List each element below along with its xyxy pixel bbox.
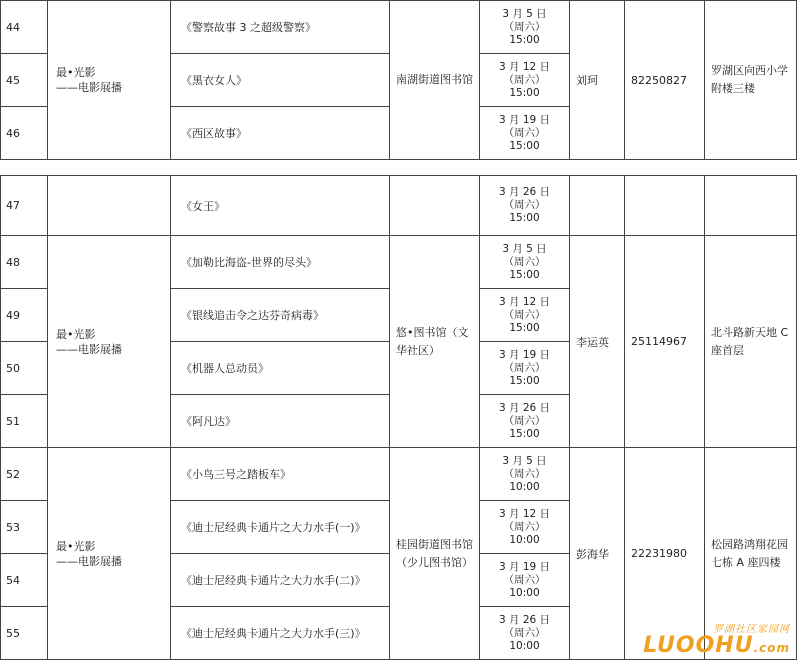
- screening-date: 3 月 12 日: [498, 60, 551, 73]
- film-title: 《迪士尼经典卡通片之大力水手(二)》: [171, 554, 390, 607]
- row-number: 55: [1, 607, 48, 660]
- screening-date: 3 月 5 日: [502, 242, 547, 255]
- screening-hour: 15:00: [509, 268, 540, 281]
- film-title: 《机器人总动员》: [171, 342, 390, 395]
- table-row: [1, 1, 797, 54]
- screening-date: 3 月 5 日: [502, 454, 547, 467]
- screening-weekday: （周六）: [503, 126, 546, 139]
- screening-time: [480, 501, 570, 554]
- screening-date: 3 月 5 日: [502, 7, 547, 20]
- screening-date: 3 月 19 日: [498, 348, 551, 361]
- screening-weekday: （周六）: [503, 573, 546, 586]
- screening-time: [480, 1, 570, 54]
- film-title: 《加勒比海盗-世界的尽头》: [171, 236, 390, 289]
- screening-weekday: （周六）: [503, 414, 546, 427]
- watermark-logo: [643, 635, 790, 659]
- contact-person: 刘珂: [570, 1, 625, 160]
- contact-person: 李运英: [570, 236, 625, 448]
- screening-hour: 10:00: [509, 480, 540, 493]
- film-title: 《小鸟三号之踏板车》: [171, 448, 390, 501]
- site-watermark: [643, 620, 790, 659]
- event-name: 最•光影: [56, 66, 96, 79]
- screening-date: 3 月 12 日: [498, 295, 551, 308]
- row-number: 48: [1, 236, 48, 289]
- screening-hour: 10:00: [509, 639, 540, 652]
- address: 北斗路新天地 C 座首层: [705, 236, 797, 448]
- screening-hour: 15:00: [509, 212, 540, 224]
- row-number: 49: [1, 289, 48, 342]
- film-title: 《黑衣女人》: [171, 54, 390, 107]
- screening-date: 3 月 26 日: [498, 401, 551, 414]
- table-row: [1, 448, 797, 501]
- schedule-table-bottom: [0, 175, 797, 660]
- screening-time: [480, 176, 570, 236]
- venue: 桂园街道图书馆（少儿图书馆）: [390, 448, 480, 660]
- screening-weekday: （周六）: [503, 520, 546, 533]
- event-subtitle: ——电影展播: [56, 342, 122, 356]
- event-name-cell: [48, 448, 171, 660]
- phone-empty: [625, 176, 705, 236]
- screening-time: [480, 289, 570, 342]
- address: 罗湖区向西小学附楼三楼: [705, 1, 797, 160]
- screening-hour: 15:00: [509, 427, 540, 440]
- contact-phone: 25114967: [625, 236, 705, 448]
- row-number: 46: [1, 107, 48, 160]
- film-title: 《阿凡达》: [171, 395, 390, 448]
- screening-weekday: （周六）: [503, 73, 546, 86]
- film-title: 《西区故事》: [171, 107, 390, 160]
- screening-weekday: （周六）: [503, 361, 546, 374]
- row-number: 47: [1, 176, 48, 236]
- screening-weekday: （周六）: [503, 20, 546, 33]
- row-number: 52: [1, 448, 48, 501]
- venue: 南湖街道图书馆: [390, 1, 480, 160]
- screening-hour: 15:00: [509, 86, 540, 99]
- contact-phone: 22231980: [625, 448, 705, 660]
- film-title: 《警察故事 3 之超级警察》: [171, 1, 390, 54]
- screening-date: 3 月 12 日: [498, 507, 551, 520]
- screening-hour: 10:00: [509, 586, 540, 599]
- screening-date: 3 月 19 日: [498, 560, 551, 573]
- screening-weekday: （周六）: [503, 255, 546, 268]
- event-name: 最•光影: [56, 539, 96, 553]
- screening-time: [480, 554, 570, 607]
- screening-time: [480, 236, 570, 289]
- screening-time: [480, 107, 570, 160]
- row-number: 51: [1, 395, 48, 448]
- row-number: 44: [1, 1, 48, 54]
- watermark-site-name: 罗湖社区家园网: [713, 624, 790, 635]
- screening-time: [480, 448, 570, 501]
- row-number: 53: [1, 501, 48, 554]
- row-number: 54: [1, 554, 48, 607]
- screening-weekday: （周六）: [503, 626, 546, 639]
- venue: 悠•图书馆（文华社区）: [390, 236, 480, 448]
- table-row: [1, 176, 797, 236]
- film-title: 《银线追击令之达芬奇病毒》: [171, 289, 390, 342]
- screening-date: 3 月 26 日: [498, 613, 551, 626]
- screening-hour: 15:00: [509, 374, 540, 387]
- venue-empty: [390, 176, 480, 236]
- screening-hour: 15:00: [509, 139, 540, 152]
- contact-phone: 82250827: [625, 1, 705, 160]
- address: 松园路鸿翔花园七栋 A 座四楼: [705, 448, 797, 660]
- event-name-cell: [48, 236, 171, 448]
- film-title: 《迪士尼经典卡通片之大力水手(三)》: [171, 607, 390, 660]
- watermark-logo-suffix: .com: [753, 641, 790, 655]
- film-title: 《迪士尼经典卡通片之大力水手(一)》: [171, 501, 390, 554]
- screening-hour: 10:00: [509, 533, 540, 546]
- screening-weekday: （周六）: [503, 199, 546, 211]
- contact-person: 彭海华: [570, 448, 625, 660]
- event-name-cell-empty: [48, 176, 171, 236]
- screening-time: [480, 395, 570, 448]
- row-number: 45: [1, 54, 48, 107]
- contact-empty: [570, 176, 625, 236]
- address-empty: [705, 176, 797, 236]
- film-title: 《女王》: [171, 176, 390, 236]
- screening-weekday: （周六）: [503, 467, 546, 480]
- row-number: 50: [1, 342, 48, 395]
- screening-hour: 15:00: [509, 321, 540, 334]
- schedule-table-top: [0, 0, 797, 160]
- screening-time: [480, 342, 570, 395]
- event-subtitle: ——电影展播: [56, 81, 122, 94]
- watermark-logo-text: LUOOHU: [643, 633, 754, 658]
- event-name-cell: [48, 1, 171, 160]
- screening-hour: 15:00: [509, 33, 540, 46]
- screening-time: [480, 607, 570, 660]
- screening-date: 3 月 26 日: [498, 186, 551, 198]
- screening-time: [480, 54, 570, 107]
- table-row: [1, 236, 797, 289]
- screening-weekday: （周六）: [503, 308, 546, 321]
- event-name: 最•光影: [56, 327, 96, 341]
- screening-date: 3 月 19 日: [498, 113, 551, 126]
- event-subtitle: ——电影展播: [56, 554, 122, 568]
